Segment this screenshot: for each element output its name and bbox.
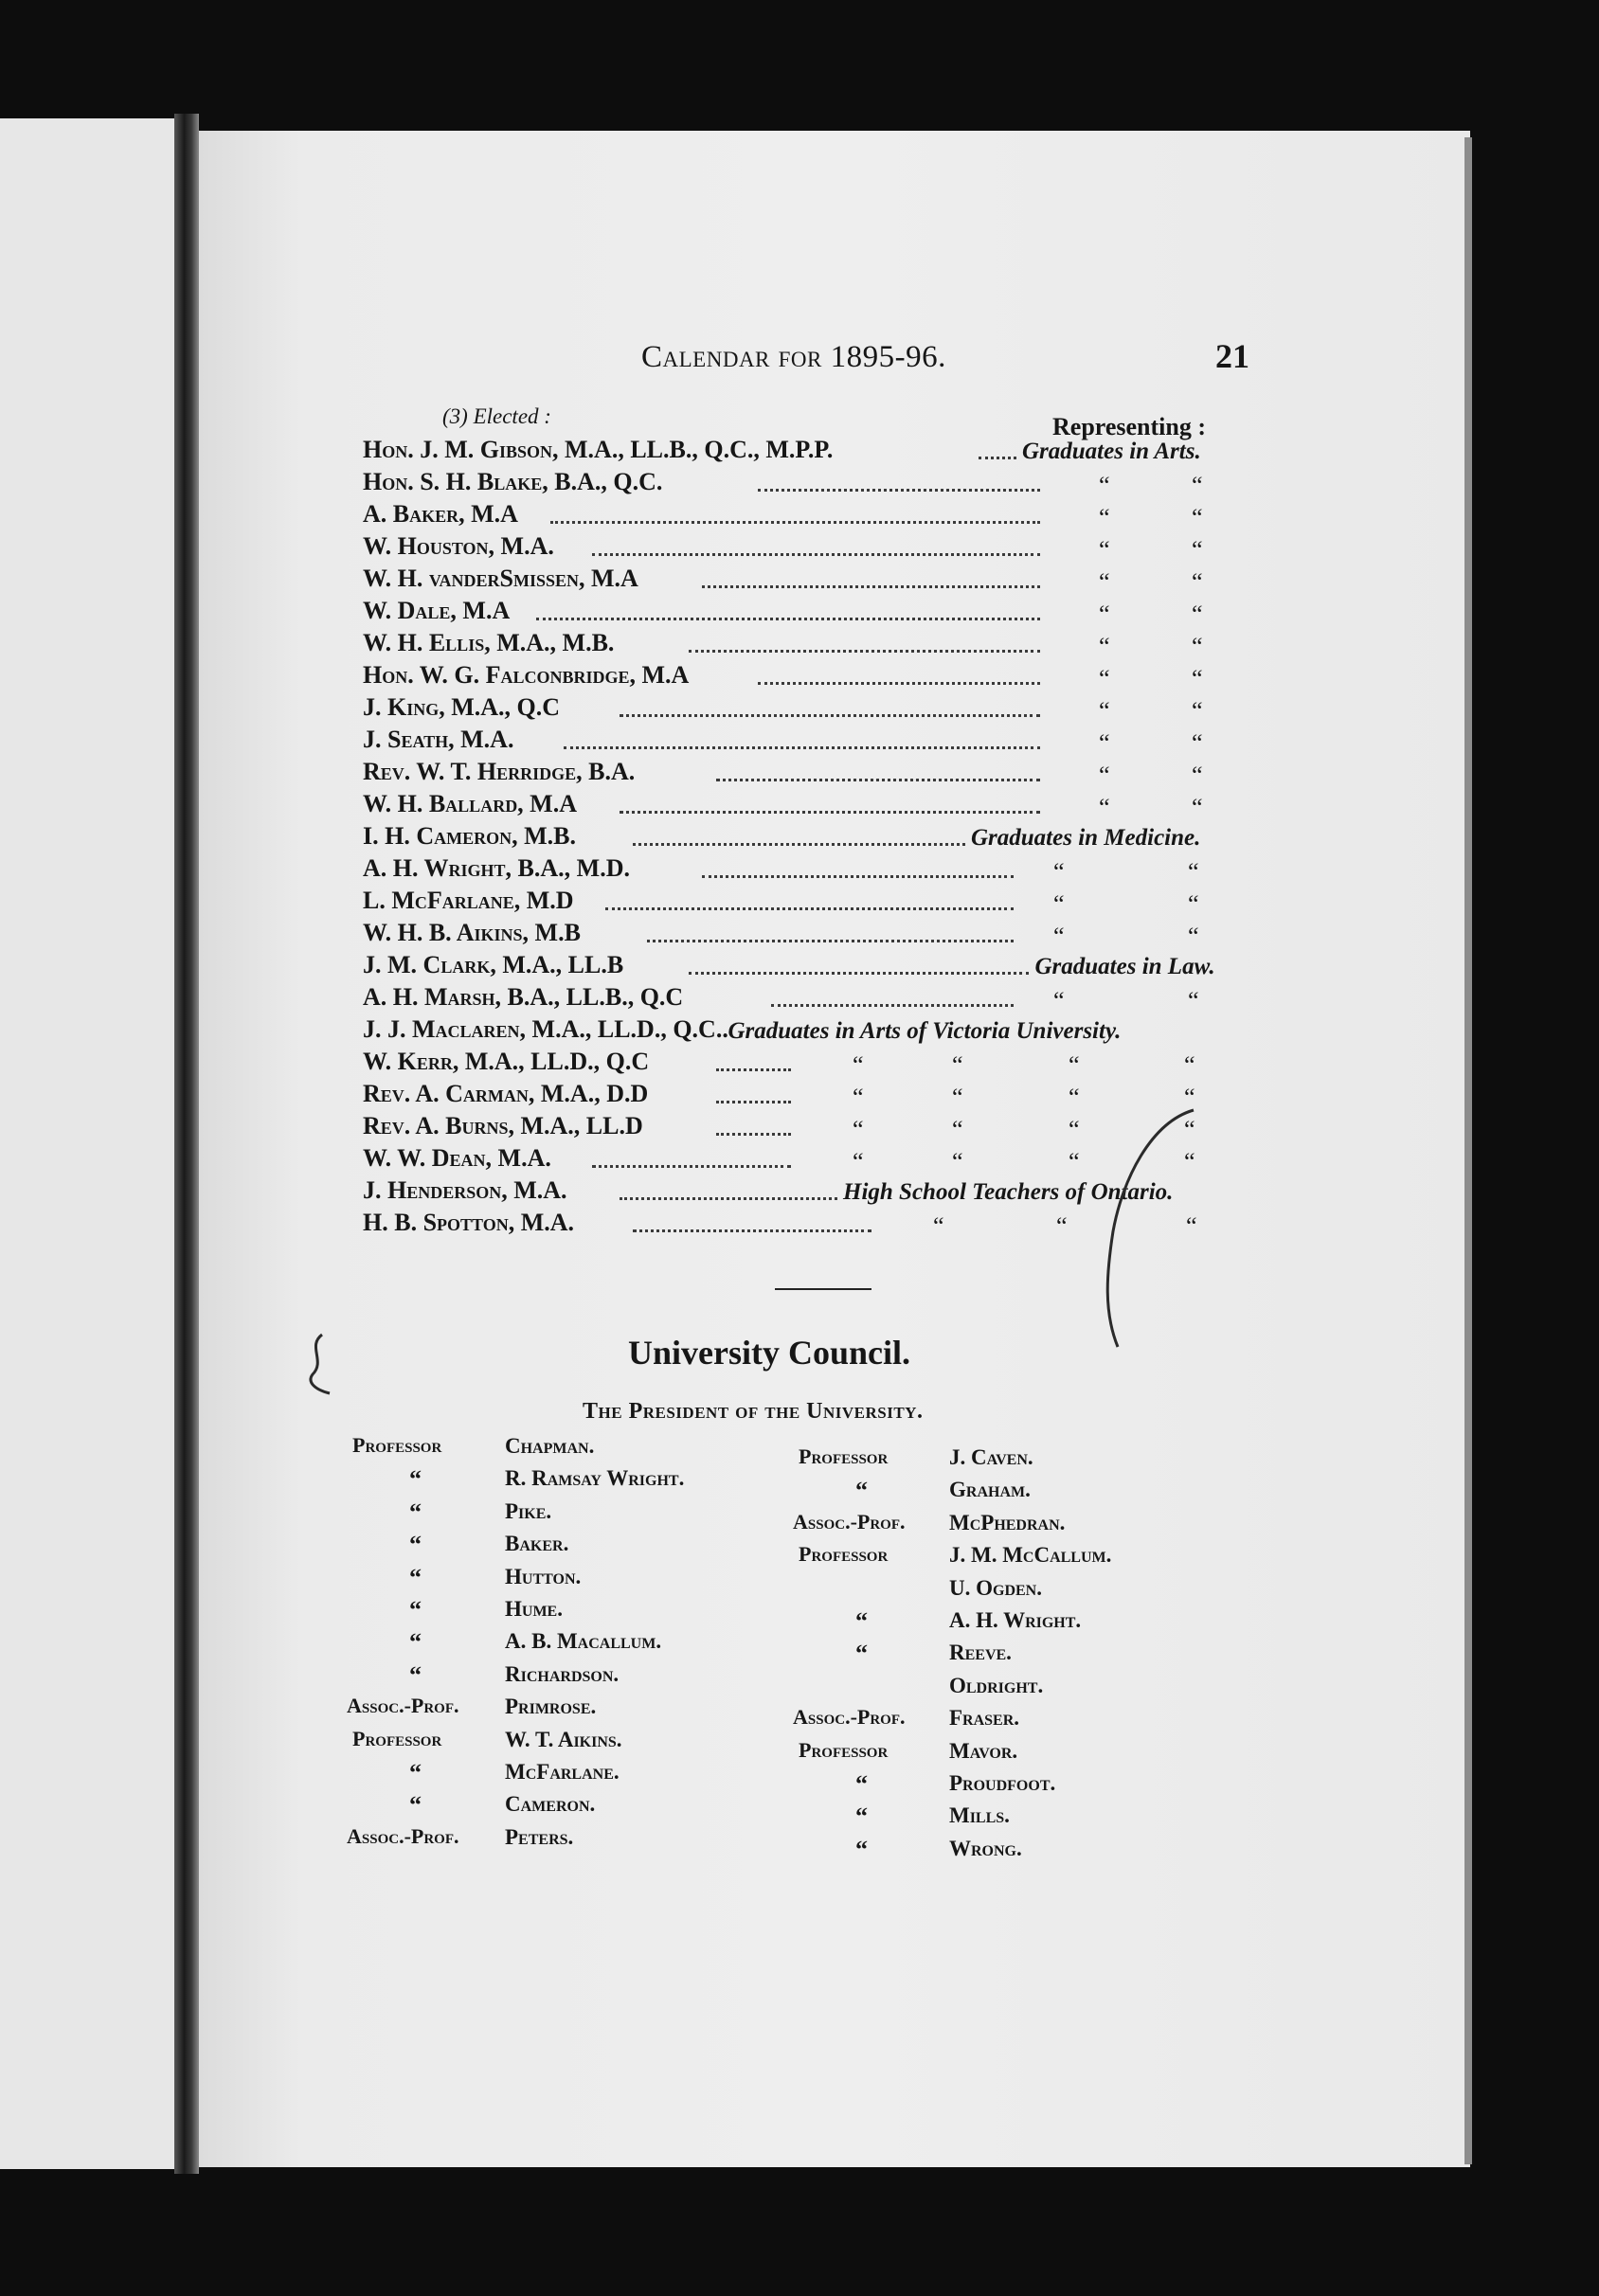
elected-member-name: A. H. Wright, B.A., M.D. <box>363 854 630 882</box>
council-member-title: “ <box>855 1803 868 1831</box>
council-member-name: U. Ogden. <box>949 1575 1042 1600</box>
council-member-title: “ <box>855 1607 868 1635</box>
leader-dots <box>605 907 1014 910</box>
ditto-mark: “ <box>1053 987 1065 1014</box>
pencil-mark-bracket <box>1061 1099 1213 1354</box>
ditto-mark: “ <box>1192 665 1203 692</box>
leader-dots <box>647 940 1014 942</box>
council-member-name: Proudfoot. <box>949 1771 1056 1795</box>
ditto-mark: “ <box>1192 762 1203 789</box>
represented-body: Graduates in Arts of Victoria University. <box>728 1018 1122 1044</box>
elected-member-name: W. H. Ellis, M.A., M.B. <box>363 629 615 656</box>
council-member-name: Fraser. <box>949 1706 1020 1731</box>
ditto-mark: “ <box>1192 794 1203 821</box>
leader-dots <box>564 746 1040 749</box>
council-member-title: Professor <box>352 1433 442 1457</box>
council-member-title: “ <box>409 1759 422 1786</box>
elected-member-name: H. B. Spotton, M.A. <box>363 1209 575 1236</box>
ditto-mark: “ <box>1099 729 1110 757</box>
ditto-mark: “ <box>853 1116 864 1143</box>
council-member-name: Wrong. <box>949 1836 1022 1860</box>
ditto-mark: “ <box>853 1084 864 1111</box>
council-member-name: Peters. <box>505 1824 574 1849</box>
leader-dots <box>633 843 965 846</box>
council-member-title: “ <box>409 1563 422 1591</box>
council-member-title: “ <box>409 1531 422 1559</box>
leader-dots <box>620 714 1040 717</box>
ditto-mark: “ <box>1053 890 1065 918</box>
council-member-name: Graham. <box>949 1478 1031 1502</box>
ditto-mark: “ <box>1099 504 1110 531</box>
binding-gutter <box>174 114 199 2174</box>
ditto-mark: “ <box>1192 568 1203 596</box>
ditto-mark: “ <box>1192 536 1203 564</box>
council-member-title: “ <box>855 1835 868 1863</box>
running-header: Calendar for 1895-96. <box>641 340 946 374</box>
leader-dots <box>716 1068 791 1071</box>
ditto-mark: “ <box>1099 633 1110 660</box>
elected-member-name: J. King, M.A., Q.C <box>363 693 561 721</box>
council-member-title: “ <box>409 1498 422 1526</box>
leader-dots <box>592 1165 791 1168</box>
ditto-mark: “ <box>1099 568 1110 596</box>
leader-dots <box>536 618 1040 620</box>
ditto-mark: “ <box>952 1084 963 1111</box>
council-member-name: Oldright. <box>949 1673 1044 1697</box>
council-member-name: Chapman. <box>505 1434 595 1458</box>
council-member-title: Professor <box>799 1542 889 1567</box>
council-heading: University Council. <box>628 1334 911 1372</box>
council-member-title: “ <box>855 1770 868 1798</box>
council-president: The President of the University. <box>583 1399 924 1424</box>
leader-dots <box>716 1133 791 1136</box>
ditto-mark: “ <box>952 1116 963 1143</box>
ditto-mark: “ <box>1188 923 1199 950</box>
page-edge <box>1464 137 1472 2164</box>
elected-label: (3) Elected : <box>442 404 551 428</box>
elected-member-name: W. Dale, M.A <box>363 597 511 624</box>
elected-member-name: Rev. W. T. Herridge, B.A. <box>363 758 636 785</box>
council-member-name: Mavor. <box>949 1738 1018 1763</box>
council-member-name: A. H. Wright. <box>949 1608 1082 1632</box>
elected-member-name: L. McFarlane, M.D <box>363 887 574 914</box>
ditto-mark: “ <box>1099 601 1110 628</box>
leader-dots <box>620 811 1040 814</box>
council-member-name: Hutton. <box>505 1564 582 1588</box>
ditto-mark: “ <box>1192 633 1203 660</box>
elected-member-name: Rev. A. Burns, M.A., LL.D <box>363 1112 643 1139</box>
elected-member-name: J. M. Clark, M.A., LL.B <box>363 951 624 978</box>
council-member-name: Mills. <box>949 1803 1010 1828</box>
elected-member-name: W. Houston, M.A. <box>363 532 554 560</box>
elected-member-name: Rev. A. Carman, M.A., D.D <box>363 1080 649 1107</box>
council-member-name: A. B. Macallum. <box>505 1629 662 1654</box>
council-member-title: “ <box>409 1596 422 1623</box>
ditto-mark: “ <box>1192 697 1203 725</box>
council-member-title: Professor <box>352 1726 442 1750</box>
council-member-title: “ <box>409 1660 422 1689</box>
elected-member-name: W. H. B. Aikins, M.B <box>363 919 581 946</box>
ditto-mark: “ <box>1192 601 1203 628</box>
council-member-title: Assoc.-Prof. <box>347 1823 459 1848</box>
council-member-name: W. T. Aikins. <box>505 1727 622 1751</box>
ditto-mark: “ <box>1099 536 1110 564</box>
ditto-mark: “ <box>1099 794 1110 821</box>
elected-member-name: J. Henderson, M.A. <box>363 1176 567 1204</box>
council-member-name: Richardson. <box>505 1661 620 1686</box>
leader-dots <box>716 779 1040 781</box>
represented-body: Graduates in Medicine. <box>971 825 1201 851</box>
council-member-title: Professor <box>799 1444 889 1468</box>
ditto-mark: “ <box>1184 1148 1195 1175</box>
council-member-name: J. M. McCallum. <box>949 1543 1112 1568</box>
ditto-mark: “ <box>1053 858 1065 886</box>
ditto-mark: “ <box>1099 762 1110 789</box>
council-member-name: Pike. <box>505 1498 552 1523</box>
page-number: 21 <box>1215 337 1249 375</box>
ditto-mark: “ <box>1186 1212 1197 1240</box>
leader-dots <box>633 1229 871 1232</box>
leader-dots <box>716 1101 791 1103</box>
leader-dots <box>702 585 1040 588</box>
council-member-name: J. Caven. <box>949 1445 1033 1469</box>
ditto-mark: “ <box>1099 472 1110 499</box>
council-member-name: McPhedran. <box>949 1510 1066 1534</box>
council-member-name: McFarlane. <box>505 1760 620 1784</box>
council-member-name: Baker. <box>505 1532 569 1556</box>
elected-member-name: Hon. S. H. Blake, B.A., Q.C. <box>363 468 663 495</box>
ditto-mark: “ <box>1099 665 1110 692</box>
represented-body: High School Teachers of Ontario. <box>843 1179 1174 1205</box>
leader-dots <box>979 457 1016 459</box>
leader-dots <box>592 553 1040 556</box>
ditto-mark: “ <box>1184 1051 1195 1079</box>
council-member-name: R. Ramsay Wright. <box>505 1466 685 1491</box>
elected-member-name: W. Kerr, M.A., LL.D., Q.C <box>363 1048 650 1075</box>
elected-member-name: J. J. Maclaren, M.A., LL.D., Q.C.. <box>363 1015 728 1043</box>
ditto-mark: “ <box>933 1212 944 1240</box>
ditto-mark: “ <box>1184 1084 1195 1111</box>
elected-member-name: A. Baker, M.A <box>363 500 518 528</box>
ditto-mark: “ <box>1188 987 1199 1014</box>
council-member-title: Assoc.-Prof. <box>347 1694 459 1718</box>
elected-member-name: J. Seath, M.A. <box>363 726 514 753</box>
section-divider <box>775 1288 871 1290</box>
ditto-mark: “ <box>952 1051 963 1079</box>
ditto-mark: “ <box>1069 1116 1080 1143</box>
represented-body: Graduates in Arts. <box>1022 439 1201 464</box>
elected-member-name: Hon. J. M. Gibson, M.A., LL.B., Q.C., M.P.P. <box>363 436 834 463</box>
ditto-mark: “ <box>1056 1212 1068 1240</box>
leader-dots <box>620 1197 837 1200</box>
leader-dots <box>689 972 1030 975</box>
leader-dots <box>771 1004 1014 1007</box>
council-member-title: “ <box>409 1628 422 1657</box>
council-member-name: Cameron. <box>505 1792 596 1817</box>
council-member-title: Professor <box>799 1737 889 1762</box>
leader-dots <box>550 521 1040 524</box>
elected-member-name: A. H. Marsh, B.A., LL.B., Q.C <box>363 983 684 1011</box>
ditto-mark: “ <box>1099 697 1110 725</box>
ditto-mark: “ <box>853 1148 864 1175</box>
council-member-title: Assoc.-Prof. <box>793 1705 906 1730</box>
ditto-mark: “ <box>1053 923 1065 950</box>
leader-dots <box>689 650 1040 653</box>
council-member-title: “ <box>855 1640 868 1668</box>
council-member-title: “ <box>409 1465 422 1494</box>
represented-body: Graduates in Law. <box>1034 954 1215 979</box>
leader-dots <box>702 875 1014 878</box>
ditto-mark: “ <box>952 1148 963 1175</box>
council-member-title: “ <box>855 1477 868 1505</box>
ditto-mark: “ <box>1069 1148 1080 1175</box>
ditto-mark: “ <box>1192 504 1203 531</box>
ditto-mark: “ <box>1184 1116 1195 1143</box>
elected-member-name: W. H. Ballard, M.A <box>363 790 578 817</box>
ditto-mark: “ <box>853 1051 864 1079</box>
ditto-mark: “ <box>1192 729 1203 757</box>
elected-member-name: W. H. vanderSmissen, M.A <box>363 565 638 592</box>
ditto-mark: “ <box>1192 472 1203 499</box>
elected-member-name: W. W. Dean, M.A. <box>363 1144 551 1172</box>
elected-member-name: I. H. Cameron, M.B. <box>363 822 576 850</box>
council-member-name: Primrose. <box>505 1695 597 1719</box>
council-member-name: Reeve. <box>949 1641 1012 1665</box>
ditto-mark: “ <box>1188 858 1199 886</box>
elected-member-name: Hon. W. G. Falconbridge, M.A <box>363 661 690 689</box>
facing-page <box>0 118 174 2169</box>
council-member-title: “ <box>409 1791 422 1820</box>
ditto-mark: “ <box>1069 1051 1080 1079</box>
council-member-name: Hume. <box>505 1597 563 1621</box>
leader-dots <box>758 489 1040 492</box>
leader-dots <box>758 682 1040 685</box>
ditto-mark: “ <box>1069 1084 1080 1111</box>
ditto-mark: “ <box>1188 890 1199 918</box>
representing-label: Representing : <box>1052 413 1207 440</box>
pencil-mark-squiggle <box>301 1331 339 1397</box>
council-member-title: Assoc.-Prof. <box>793 1509 906 1534</box>
